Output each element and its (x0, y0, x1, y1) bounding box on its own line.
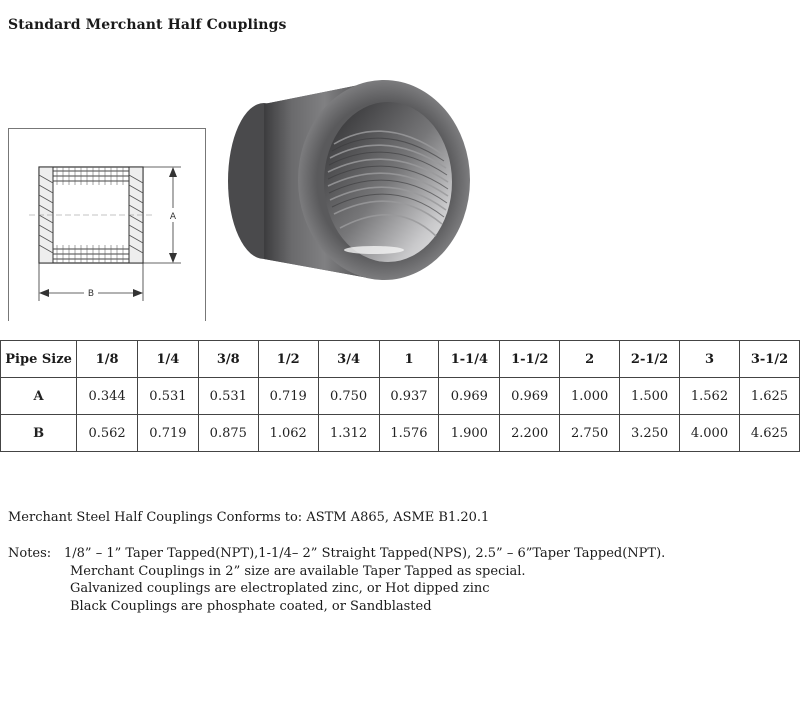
table-cell: 4.000 (680, 415, 740, 452)
standards-conformance: Merchant Steel Half Couplings Conforms to: ASTM A865, ASME B1.20.1 (8, 510, 490, 525)
dimension-a-label: A (169, 212, 177, 222)
header-cell: 2 (560, 341, 620, 378)
table-cell: 0.531 (138, 378, 199, 415)
header-cell: 3-1/2 (739, 341, 799, 378)
table-cell: 0.719 (258, 378, 318, 415)
row-label-a: A (1, 378, 77, 415)
coupling-illustration (224, 74, 472, 286)
row-label-b: B (1, 415, 77, 452)
table-cell: 1.562 (680, 378, 740, 415)
header-cell: 2-1/2 (620, 341, 680, 378)
header-cell: Pipe Size (1, 341, 77, 378)
table-cell: 0.969 (439, 378, 500, 415)
table-cell: 1.900 (439, 415, 500, 452)
table-cell: 0.969 (500, 378, 560, 415)
table-cell: 0.531 (198, 378, 258, 415)
table-row (1, 415, 800, 452)
table-cell: 0.719 (138, 415, 199, 452)
header-cell: 1/2 (258, 341, 318, 378)
header-cell: 3/4 (318, 341, 379, 378)
table-cell: 1.500 (620, 378, 680, 415)
table-cell: 2.750 (560, 415, 620, 452)
header-cell: 1 (379, 341, 439, 378)
note-line: Galvanized couplings are electroplated zinc, or Hot dipped zinc (70, 581, 490, 596)
table-header-row (1, 341, 800, 378)
coupling-cross-section-svg (9, 129, 205, 321)
half-coupling-photo (224, 74, 472, 286)
dimension-table (0, 340, 800, 452)
table-cell: 2.200 (500, 415, 560, 452)
table-cell: 1.000 (560, 378, 620, 415)
header-cell: 1/4 (138, 341, 199, 378)
spec-table-wrapper (0, 340, 800, 455)
table-row (1, 378, 800, 415)
table-cell: 0.562 (77, 415, 138, 452)
header-cell: 1-1/4 (439, 341, 500, 378)
header-cell: 3/8 (198, 341, 258, 378)
table-cell: 1.576 (379, 415, 439, 452)
note-line: Merchant Couplings in 2” size are available Taper Tapped as special. (70, 563, 526, 579)
header-cell: 1-1/2 (500, 341, 560, 378)
note-line: Black Couplings are phosphate coated, or Sandblasted (70, 598, 432, 614)
dimension-b-label: B (87, 289, 95, 299)
table-cell: 4.625 (739, 415, 799, 452)
table-cell: 0.344 (77, 378, 138, 415)
page-title: Standard Merchant Half Couplings (8, 17, 287, 33)
header-cell: 3 (680, 341, 740, 378)
table-cell: 0.937 (379, 378, 439, 415)
table-cell: 1.625 (739, 378, 799, 415)
table-cell: 0.750 (318, 378, 379, 415)
table-cell: 3.250 (620, 415, 680, 452)
header-cell: 1/8 (77, 341, 138, 378)
coupling-dimension-drawing (8, 128, 206, 321)
table-cell: 0.875 (198, 415, 258, 452)
table-cell: 1.062 (258, 415, 318, 452)
note-line: 1/8” – 1” Taper Tapped(NPT),1-1/4– 2” Straight Tapped(NPS), 2.5” – 6”Taper Tapped(NPT). (64, 546, 666, 561)
table-cell: 1.312 (318, 415, 379, 452)
notes-label: Notes: (8, 546, 52, 561)
